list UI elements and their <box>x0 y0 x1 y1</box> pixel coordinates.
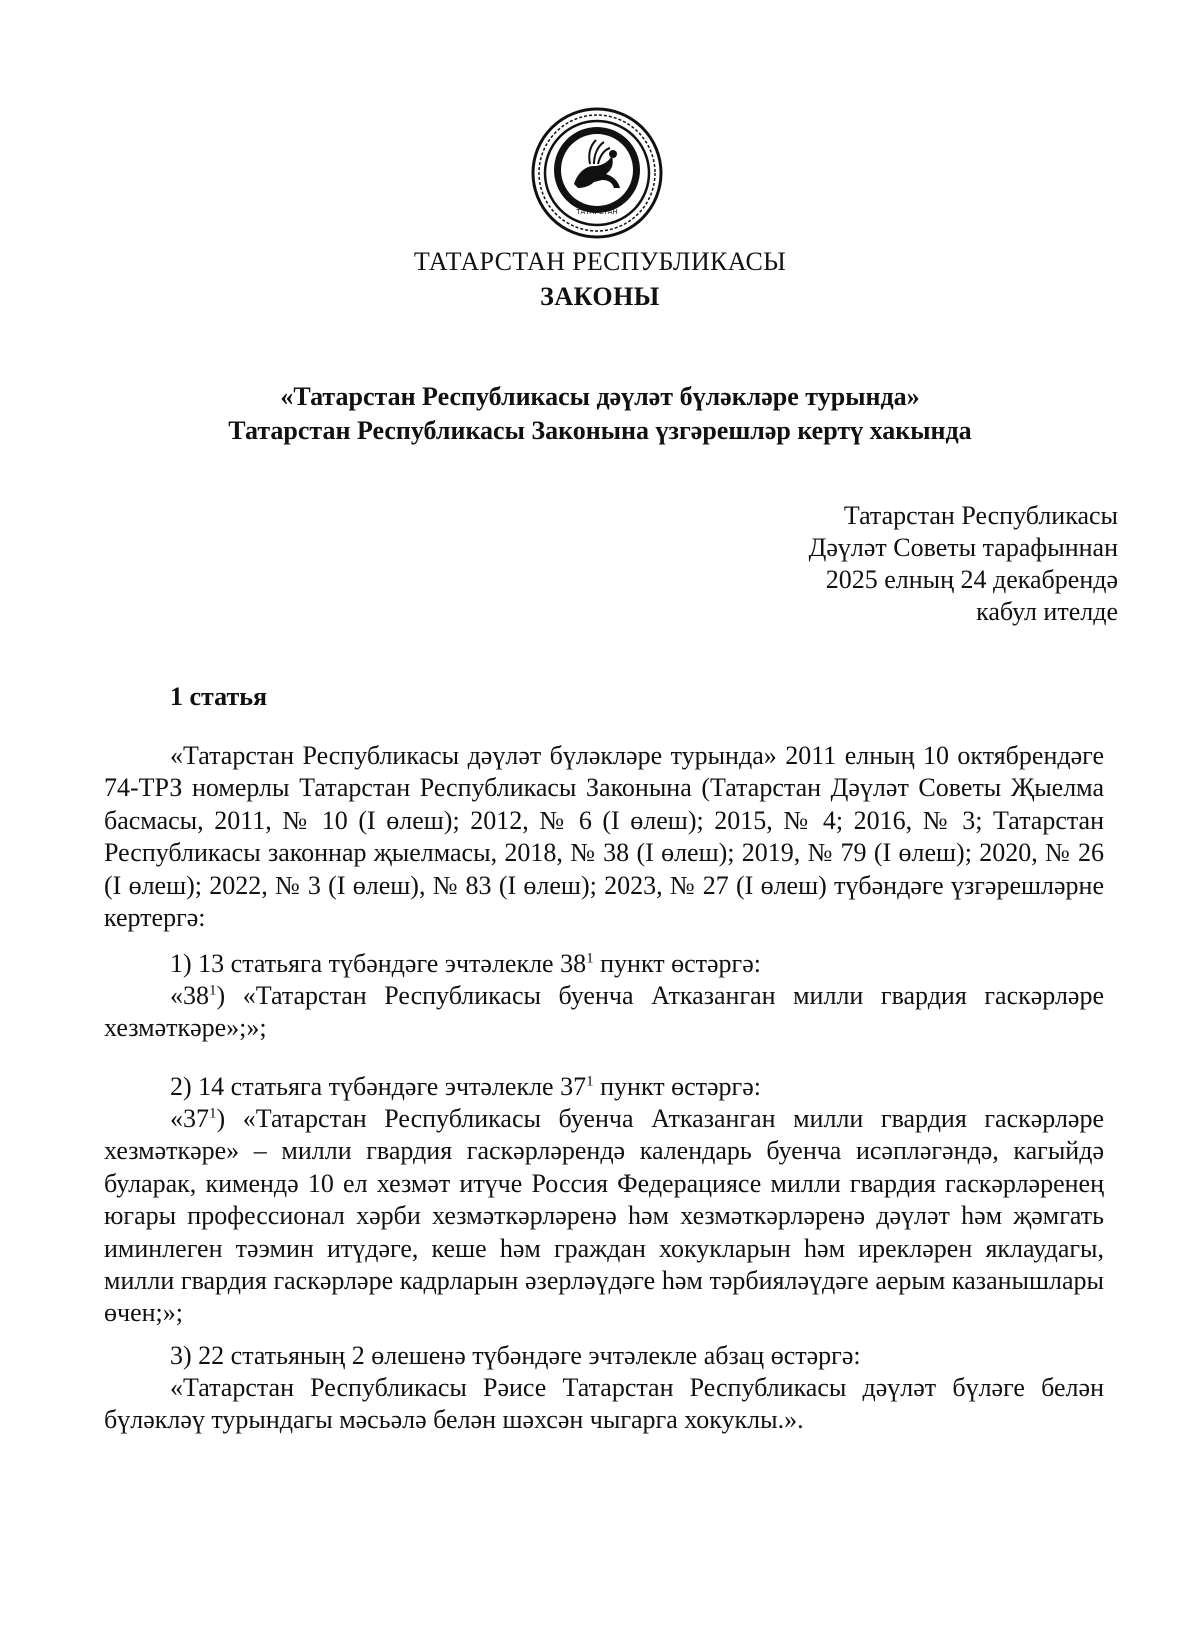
law-heading: ЗАКОНЫ <box>540 282 660 311</box>
item-2-lead-superscript: 1 <box>586 1073 594 1090</box>
coat-of-arms-emblem <box>530 106 664 240</box>
item-1-lead-superscript: 1 <box>586 950 594 967</box>
law-title <box>0 380 1200 448</box>
emblem-icon <box>530 106 664 240</box>
item-1-quote-text-end: ) «Татарстан Республикасы буенча Атказанган милли гвардия гаскәрләре хезмәткәре»;»; <box>104 981 1104 1043</box>
law-title-line-1: «Татарстан Республикасы дәүләт бүләкләре турында» <box>280 382 920 411</box>
item-2-quote-superscript: 1 <box>209 1105 217 1122</box>
item-2-lead-text-end: пункт өстәргә: <box>593 1072 761 1101</box>
item-2-lead <box>104 1071 1104 1103</box>
item-3-quote: «Татарстан Республикасы Рәисе Татарстан Республикасы дәүләт бүләге белән бүләкләү турындагы мәсьәлә белән шәхсән чыгарга хокуклы.». <box>104 1373 1104 1435</box>
item-1-lead-text: 1) 13 статьяга түбәндәге эчтәлекле 38 <box>170 949 587 978</box>
adoption-line-1: Татарстан Республикасы <box>843 501 1118 530</box>
article-title: 1 статья <box>170 682 268 711</box>
item-2-quote <box>104 1103 1104 1330</box>
article-intro-paragraph: «Татарстан Республикасы дәүләт бүләкләре турында» 2011 елның 10 октябрендәге 74-ТРЗ номерлы Татарстан Республикасы Законына (Татарстан Дәүләт Советы Җыелма басмасы, 2011, № 10 (I өлеш); 2012, № 6 (I өлеш); 2015, № 4; 2016, № 3; Татарстан Республикасы законнар җыелмасы, 2018, № 38 (I өлеш); 2019, № 79 (I өлеш); 2020, № 26 (I өлеш); 2022, № 3 (I өлеш), № 83 (I өлеш); 2023, № 27 (I өлеш) түбәндәге үзгәрешләрне кертергә: <box>104 741 1104 933</box>
item-1-lead <box>104 948 1104 980</box>
item-2-quote-text: «37 <box>170 1104 209 1133</box>
item-1-quote <box>104 980 1104 1045</box>
republic-heading: ТАТАРСТАН РЕСПУБЛИКАСЫ <box>413 247 787 276</box>
adoption-line-2: Дәүләт Советы тарафыннан <box>808 533 1118 562</box>
item-1-quote-superscript: 1 <box>209 982 217 999</box>
law-title-line-2: Татарстан Республикасы Законына үзгәрешләр кертү хакында <box>228 416 972 445</box>
item-1-lead-text-end: пункт өстәргә: <box>593 949 761 978</box>
adoption-line-3: 2025 елның 24 декабрендә <box>825 565 1118 594</box>
emblem-text: ТАТАРСТАН <box>576 208 618 216</box>
item-1-quote-text: «38 <box>170 981 209 1010</box>
item-3-lead: 3) 22 статьяның 2 өлешенә түбәндәге эчтәлекле абзац өстәргә: <box>170 1341 861 1370</box>
item-2-lead-text: 2) 14 статьяга түбәндәге эчтәлекле 37 <box>170 1072 587 1101</box>
adoption-line-4: кабул ителде <box>976 597 1118 626</box>
item-2-quote-text-end: ) «Татарстан Республикасы буенча Атказанган милли гвардия гаскәрләре хезмәткәре» – милли гвардия гаскәрләрендә календарь буенча исәпләгәндә, кагыйдә буларак, кимендә 10 ел хезмәт итүче Россия Федерациясе милли гвардия гаскәрләренең югары профессионал хәрби хезмәткәрләренә һәм хезмәткәрләренә дәүләт һәм җәмгать иминлеген тәэмин итүдәге, кеше һәм граждан хокукларын һәм ирекләрен яклаудагы, милли гвардия гаскәрләре кадрларын әзерләүдәге һәм тәрбияләүдәге аерым казанышлары өчен;»; <box>104 1104 1104 1328</box>
adoption-note <box>809 500 1118 628</box>
